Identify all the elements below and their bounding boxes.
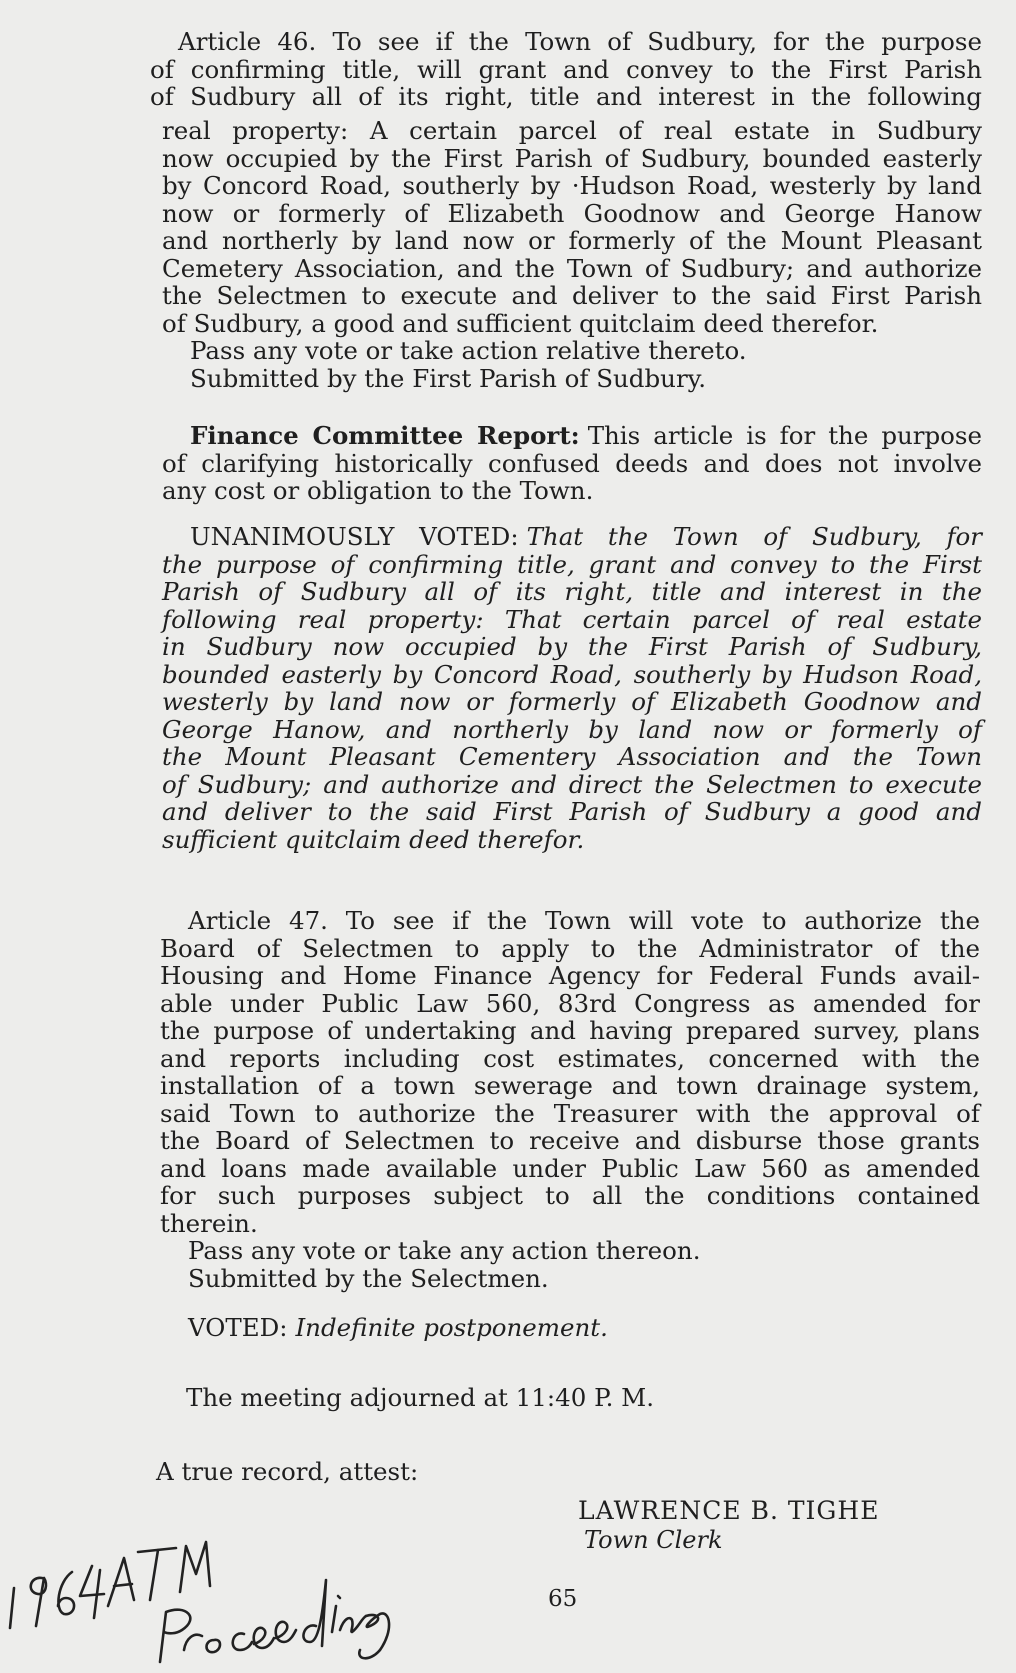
article-46-pass: Pass any vote or take action relative thereto. (190, 336, 747, 365)
text-line: in Sudbury now occupied by the First Parish of Sudbury, (162, 632, 982, 661)
text-line: of Sudbury all of its right, title and interest in the following (150, 82, 982, 111)
text-line: now occupied by the First Parish of Sudbury, bounded easterly (162, 143, 982, 173)
finance-label: Finance Committee Report: (190, 421, 580, 450)
vote-first-line (162, 523, 982, 551)
text-line: bounded easterly by Concord Road, southerly by Hudson Road, (162, 659, 982, 689)
text-line: of clarifying historically confused deeds and does not involve (162, 448, 982, 478)
attest (156, 1458, 756, 1486)
article-46-body (162, 117, 982, 392)
clerk-name: LAWRENCE B. TIGHE (578, 1496, 880, 1525)
text-line: and northerly by land now or formerly of the Mount Pleasant (162, 226, 982, 255)
handwritten-note (0, 1500, 460, 1669)
text-line: any cost or obligation to the Town. (162, 476, 594, 505)
text-line: George Hanow, and northerly by land now or formerly of (162, 714, 982, 744)
text-line: now or formerly of Elizabeth Goodnow and George Hanow (162, 198, 982, 228)
text-line: the purpose of confirming title, grant and convey to the First (162, 549, 982, 579)
vote-line1: That the Town of Sudbury, for (526, 522, 982, 551)
article-47-submitted: Submitted by the Selectmen. (188, 1263, 549, 1293)
article-46-intro-cont (150, 56, 982, 111)
text-line: of Sudbury, a good and sufficient quitclaim deed therefor. (162, 308, 879, 338)
text-line: real property: A certain parcel of real estate in Sudbury (162, 116, 982, 145)
handwriting-drawing (0, 1500, 460, 1669)
text-line: Parish of Sudbury all of its right, title and interest in the (162, 577, 982, 606)
article-47 (160, 907, 980, 1292)
article-46-submitted: Submitted by the First Parish of Sudbury. (190, 363, 707, 393)
article-47-pass: Pass any vote or take any action thereon. (188, 1236, 701, 1265)
text-line: the Selectmen to execute and deliver to the said First Parish (162, 281, 982, 310)
text-line: installation of a town sewerage and town drainage system, (160, 1071, 980, 1100)
finance-line1: This article is for the purpose (587, 421, 983, 450)
text-line: Article 47. To see if the Town will vote to authorize the (188, 906, 980, 935)
text-line: said Town to authorize the Treasurer with the approval of (160, 1098, 980, 1128)
text-line: by Concord Road, southerly by ·Hudson Road, westerly by land (162, 171, 982, 200)
finance-first-line (162, 422, 982, 450)
text-line: westerly by land now or formerly of Elizabeth Goodnow and (162, 687, 982, 716)
text-line: therein. (160, 1208, 258, 1238)
text-line: the Board of Selectmen to receive and disburse those grants (160, 1126, 980, 1155)
text-line: of confirming title, will grant and convey to the First Parish (150, 54, 982, 84)
text-line: Article 46. To see if the Town of Sudbury, for the purpose (178, 27, 982, 56)
text-line: of Sudbury; and authorize and direct the Selectmen to execute (162, 769, 982, 799)
attest-text: A true record, attest: (156, 1457, 419, 1486)
finance-committee-report (162, 422, 982, 505)
text-line: able under Public Law 560, 83rd Congress as amended for (160, 988, 980, 1018)
text-line: the purpose of undertaking and having prepared survey, plans (160, 1016, 980, 1045)
adjourned-text: The meeting adjourned at 11:40 P. M. (186, 1383, 655, 1412)
vote-label: UNANIMOUSLY VOTED: (190, 522, 519, 551)
signature-block (578, 1496, 879, 1554)
text-line: sufficient quitclaim deed therefor. (162, 824, 585, 854)
vote-47-label: VOTED: (188, 1313, 288, 1342)
vote-article-47 (188, 1314, 888, 1342)
text-line: and loans made available under Public Law 560 as amended (160, 1153, 980, 1183)
text-line: following real property: That certain parcel of real estate (162, 604, 982, 634)
article-46-intro (178, 28, 982, 56)
text-line: Housing and Home Finance Agency for Federal Funds avail- (160, 961, 980, 990)
text-line: Cemetery Association, and the Town of Sudbury; and authorize (162, 253, 982, 283)
vote-article-46 (162, 523, 982, 853)
text-line: Board of Selectmen to apply to the Administrator of the (160, 933, 980, 963)
vote-47-line (188, 1314, 888, 1342)
clerk-title: Town Clerk (584, 1526, 723, 1554)
page-number: 65 (548, 1586, 578, 1612)
meeting-adjourned (186, 1384, 886, 1412)
vote-47-text: Indefinite postponement. (295, 1313, 608, 1342)
text-line: the Mount Pleasant Cementery Association and the Town (162, 742, 982, 771)
text-line: for such purposes subject to all the conditions contained (160, 1181, 980, 1210)
text-line: and deliver to the said First Parish of Sudbury a good and (162, 797, 982, 826)
text-line: and reports including cost estimates, concerned with the (160, 1043, 980, 1073)
